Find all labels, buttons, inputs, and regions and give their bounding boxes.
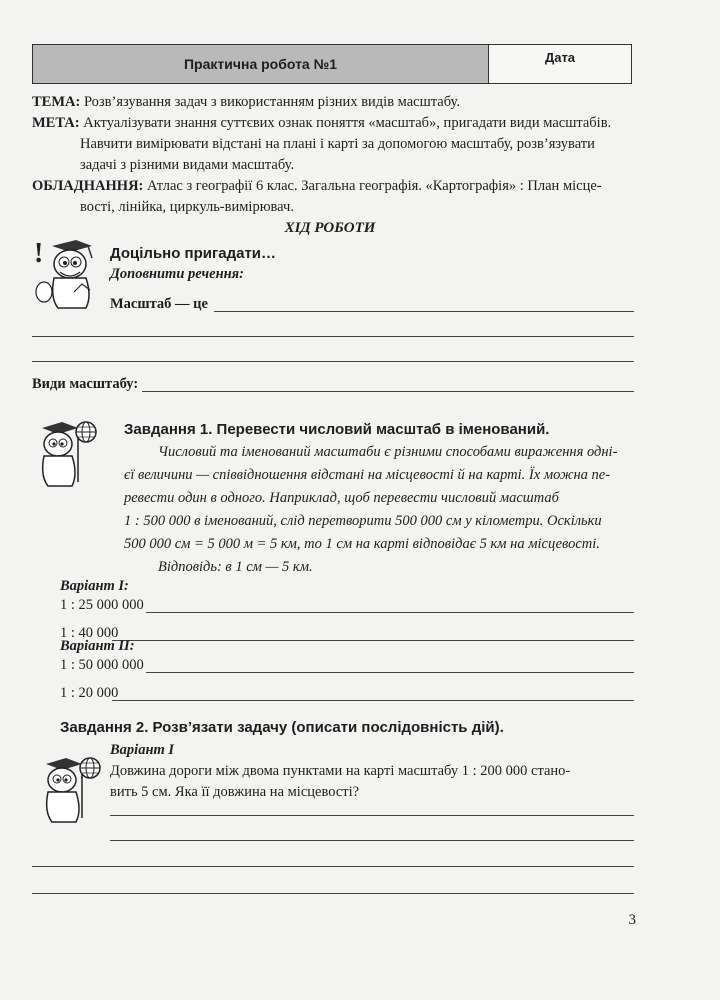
answer-line[interactable] — [146, 672, 634, 673]
answer-line[interactable] — [32, 893, 634, 894]
task1-paragraph-2: єї величини — співвідношення відстані на місцевості й на карті. Їх можна пе- — [124, 467, 611, 483]
task1-heading: Завдання 1. Перевести числовий масштаб в іменований. — [124, 421, 550, 438]
task1-paragraph-5: 500 000 см = 5 000 м = 5 км, то 1 см на карті відповідає 5 км на місцевості. — [124, 536, 600, 552]
task1-answer: Відповідь: в 1 см — 5 км. — [158, 559, 313, 575]
answer-line[interactable] — [112, 640, 634, 641]
task2-question-1: Довжина дороги між двома пунктами на карті масштабу 1 : 200 000 стано- — [110, 763, 571, 779]
recall-heading: Доцільно пригадати… — [110, 245, 277, 262]
student-globe-icon — [34, 752, 104, 826]
variant2-scale-a: 1 : 50 000 000 — [60, 657, 144, 673]
worksheet-title: Практична робота №1 — [33, 45, 489, 83]
scale-prompt: Масштаб — це — [110, 296, 208, 312]
topic-line — [32, 92, 632, 113]
task1-paragraph-3: ревести один в одного. Наприклад, щоб перевести числовий масштаб — [124, 490, 559, 506]
answer-line[interactable] — [110, 840, 634, 841]
task2-question-2: вить 5 см. Яка її довжина на місцевості? — [110, 784, 360, 800]
student-globe-icon — [30, 416, 100, 490]
answer-line[interactable] — [32, 361, 634, 362]
progress-title: ХІД РОБОТИ — [284, 220, 376, 236]
answer-line[interactable] — [32, 336, 634, 337]
goal-text-2: Навчити вимірювати відстані на плані і карті за допомогою масштабу, розв’язувати — [80, 136, 595, 152]
answer-line[interactable] — [214, 311, 634, 312]
answer-line[interactable] — [32, 866, 634, 867]
goal-text-1: Актуалізувати знання суттєвих ознак поняття «масштаб», пригадати види масштабів. — [83, 115, 612, 131]
answer-line[interactable] — [146, 612, 634, 613]
recall-instruction: Доповнити речення: — [110, 266, 244, 282]
task1-paragraph-4: 1 : 500 000 в іменований, слід перетворити 500 000 см у кілометри. Оскільки — [124, 513, 602, 529]
scale-types-prompt: Види масштабу: — [32, 376, 139, 392]
variant2-scale-b: 1 : 20 000 — [60, 685, 119, 701]
variant1-scale-b: 1 : 40 000 — [60, 625, 119, 641]
goal-line-1 — [32, 113, 642, 134]
answer-line[interactable] — [110, 815, 634, 816]
goal-text-3: задачі з різними видами масштабу. — [80, 157, 295, 173]
task1-paragraph-1: Числовий та іменований масштаби є різними способами вираження одні- — [158, 444, 618, 460]
equipment-text-1: Атлас з географії 6 клас. Загальна географія. «Картографія» : План місце- — [147, 178, 602, 194]
page-number: 3 — [628, 912, 636, 928]
header-table — [32, 44, 632, 84]
equipment-label: ОБЛАДНАННЯ: — [32, 178, 144, 194]
variant2-label: Варіант ІІ: — [60, 638, 135, 654]
answer-line[interactable] — [112, 700, 634, 701]
variant1-label: Варіант І: — [60, 578, 129, 594]
equipment-text-2: вості, лінійка, циркуль-вимірювач. — [80, 199, 294, 215]
answer-line[interactable] — [142, 391, 634, 392]
thinking-student-icon — [30, 232, 102, 312]
svg-text:!: ! — [34, 238, 44, 269]
equipment-line-1 — [32, 176, 642, 197]
task2-variant-label: Варіант І — [110, 742, 175, 758]
goal-label: МЕТА: — [32, 115, 80, 131]
topic-text: Розв’язування задач з використанням різних видів масштабу. — [83, 94, 460, 110]
variant1-scale-a: 1 : 25 000 000 — [60, 597, 144, 613]
topic-label: ТЕМА: — [32, 94, 81, 110]
date-label: Дата — [489, 45, 631, 83]
task2-heading: Завдання 2. Розв’язати задачу (описати послідовність дій). — [60, 719, 504, 736]
